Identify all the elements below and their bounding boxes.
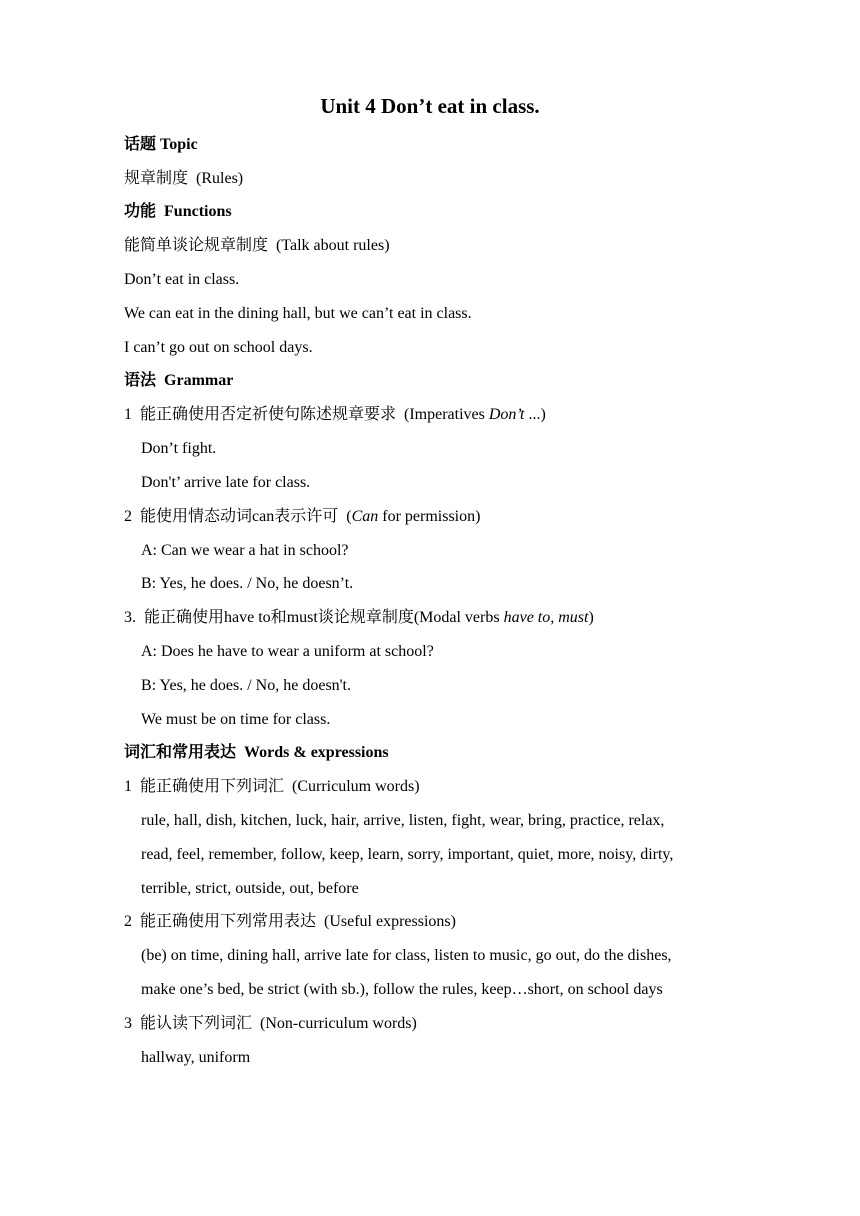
- word-list-line: read, feel, remember, follow, keep, learn, sorry, important, quiet, more, noisy, dirty,: [141, 846, 674, 863]
- grammar-item-cn: 能正确使用否定祈使句陈述规章要求: [140, 406, 397, 423]
- words-item-en: (Curriculum words): [292, 778, 420, 795]
- topic-content-cn: 规章制度: [124, 170, 189, 187]
- words-item-cn: 能正确使用下列词汇: [140, 778, 285, 795]
- functions-heading-cn: 功能: [124, 203, 157, 220]
- functions-heading: [124, 200, 232, 224]
- grammar-example: Don't’ arrive late for class.: [141, 474, 311, 491]
- words-heading-cn: 词汇和常用表达: [124, 744, 237, 761]
- functions-intro-cn: 能简单谈论规章制度: [124, 237, 269, 254]
- words-heading-en: Words & expressions: [244, 744, 389, 761]
- expression-list-line: (be) on time, dining hall, arrive late for class, listen to music, go out, do the dishes,: [141, 947, 672, 964]
- words-item-2: [124, 910, 456, 934]
- grammar-item-number: 2: [124, 508, 132, 525]
- functions-example: We can eat in the dining hall, but we can’t eat in class.: [124, 305, 472, 322]
- functions-example: Don’t eat in class.: [124, 271, 240, 288]
- topic-content-en: (Rules): [196, 170, 244, 187]
- grammar-example: Don’t fight.: [141, 440, 217, 457]
- grammar-item-cn: 能正确使用have to和must谈论规章制度: [144, 609, 414, 626]
- words-item-cn: 能正确使用下列常用表达: [140, 913, 317, 930]
- grammar-item-number: 1: [124, 406, 132, 423]
- words-item-en: (Useful expressions): [324, 913, 456, 930]
- grammar-item-en: (Modal verbs have to, must): [413, 609, 594, 626]
- grammar-example: A: Does he have to wear a uniform at school?: [141, 643, 434, 660]
- grammar-item-number: 3.: [124, 609, 136, 626]
- page-title: Unit 4 Don’t eat in class.: [320, 94, 540, 118]
- topic-heading: [124, 133, 198, 157]
- expression-list-line: make one’s bed, be strict (with sb.), follow the rules, keep…short, on school days: [141, 981, 663, 998]
- grammar-item-en: (Imperatives Don’t ...): [404, 406, 546, 423]
- functions-heading-en: Functions: [164, 203, 232, 220]
- grammar-item-2: [124, 505, 480, 529]
- grammar-heading-en: Grammar: [164, 372, 234, 389]
- functions-intro: [124, 234, 390, 258]
- grammar-example: We must be on time for class.: [141, 711, 331, 728]
- grammar-example: A: Can we wear a hat in school?: [141, 542, 349, 559]
- words-item-number: 1: [124, 778, 132, 795]
- word-list-line: terrible, strict, outside, out, before: [141, 880, 359, 897]
- grammar-item-en: (Can for permission): [346, 508, 481, 525]
- topic-content: [124, 167, 243, 191]
- functions-example: I can’t go out on school days.: [124, 339, 313, 356]
- words-item-en: (Non-curriculum words): [260, 1015, 417, 1032]
- words-item-number: 2: [124, 913, 132, 930]
- grammar-heading-cn: 语法: [124, 372, 157, 389]
- words-item-3: [124, 1012, 417, 1036]
- grammar-example: B: Yes, he does. / No, he doesn't.: [141, 677, 351, 694]
- functions-intro-en: (Talk about rules): [276, 237, 390, 254]
- word-list-line: rule, hall, dish, kitchen, luck, hair, arrive, listen, fight, wear, bring, practice, relax,: [141, 812, 665, 829]
- grammar-item-1: [124, 403, 546, 427]
- word-list-line: hallway, uniform: [141, 1049, 251, 1066]
- grammar-heading: [124, 369, 233, 393]
- words-item-1: [124, 775, 420, 799]
- topic-heading-cn: 话题: [124, 136, 157, 153]
- words-item-cn: 能认读下列词汇: [140, 1015, 253, 1032]
- grammar-example: B: Yes, he does. / No, he doesn’t.: [141, 575, 354, 592]
- topic-heading-en: Topic: [160, 136, 198, 153]
- grammar-item-cn: 能使用情态动词can表示许可: [140, 508, 339, 525]
- words-heading: [124, 741, 389, 765]
- grammar-item-3: [124, 606, 594, 630]
- words-item-number: 3: [124, 1015, 132, 1032]
